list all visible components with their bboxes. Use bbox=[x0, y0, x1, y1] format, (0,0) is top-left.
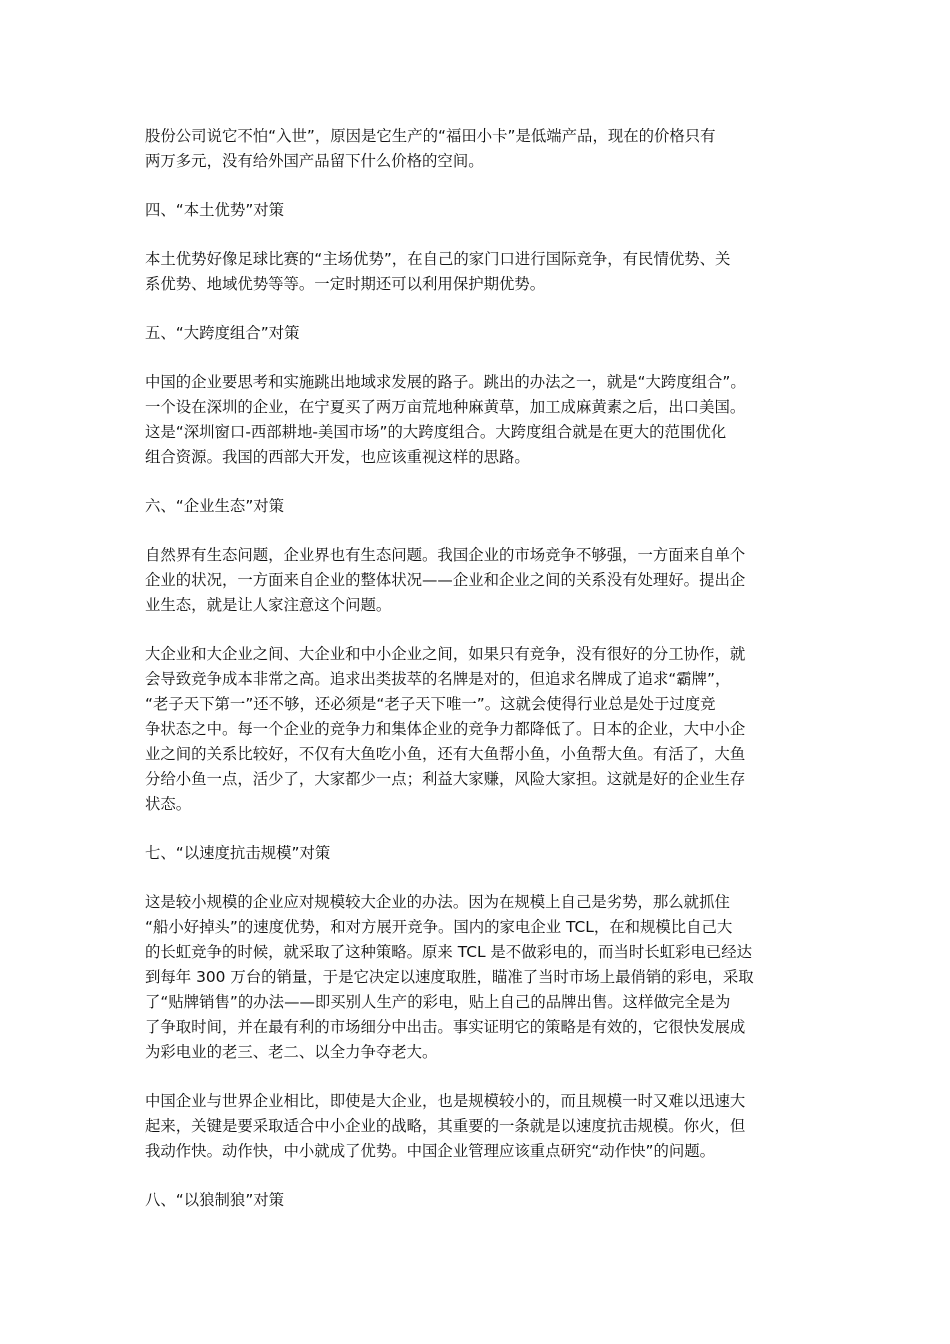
text-line: 分给小鱼一点，活少了，大家都少一点；利益大家赚，风险大家担。这就是好的企业生存 bbox=[145, 770, 746, 788]
text-line: 我动作快。动作快，中小就成了优势。中国企业管理应该重点研究“动作快”的问题。 bbox=[145, 1142, 716, 1160]
text-line: 这是较小规模的企业应对规模较大企业的办法。因为在规模上自己是劣势，那么就抓住 bbox=[145, 893, 730, 911]
text-line: 自然界有生态问题，企业界也有生态问题。我国企业的市场竞争不够强，一方面来自单个 bbox=[145, 546, 746, 564]
text-line: 中国的企业要思考和实施跳出地域求发展的路子。跳出的办法之一，就是“大跨度组合”。 bbox=[145, 373, 746, 391]
text-line: 两万多元，没有给外国产品留下什么价格的空间。 bbox=[145, 152, 484, 170]
text-line: 的长虹竞争的时候，就采取了这种策略。原来 TCL 是不做彩电的，而当时长虹彩电已经达 bbox=[145, 943, 753, 961]
section-heading: 八、“以狼制狼”对策 bbox=[145, 1191, 285, 1209]
text-line: 起来，关键是要采取适合中小企业的战略，其重要的一条就是以速度抗击规模。你火，但 bbox=[145, 1117, 746, 1135]
text-line: 股份公司说它不怕“入世”，原因是它生产的“福田小卡”是低端产品，现在的价格只有 bbox=[145, 127, 716, 145]
text-line: 为彩电业的老三、老二、以全力争夺老大。 bbox=[145, 1043, 438, 1061]
paragraph bbox=[145, 1089, 810, 1164]
text-line: 业之间的关系比较好，不仅有大鱼吃小鱼，还有大鱼帮小鱼，小鱼帮大鱼。有活了，大鱼 bbox=[145, 745, 746, 763]
text-line: 中国企业与世界企业相比，即使是大企业，也是规模较小的，而且规模一时又难以迅速大 bbox=[145, 1092, 746, 1110]
text-line: 争状态之中。每一个企业的竞争力和集体企业的竞争力都降低了。日本的企业，大中小企 bbox=[145, 720, 746, 738]
text-line: 企业的状况，一方面来自企业的整体状况——企业和企业之间的关系没有处理好。提出企 bbox=[145, 571, 746, 589]
text-line: 会导致竞争成本非常之高。追求出类拔萃的名牌是对的，但追求名牌成了追求“霸牌”， bbox=[145, 670, 731, 688]
text-line: “老子天下第一”还不够，还必须是“老子天下唯一”。这就会使得行业总是处于过度竞 bbox=[145, 695, 716, 713]
paragraph bbox=[145, 124, 810, 174]
text-line: 了争取时间，并在最有利的市场细分中出击。事实证明它的策略是有效的，它很快发展成 bbox=[145, 1018, 746, 1036]
text-line: “船小好掉头”的速度优势，和对方展开竞争。国内的家电企业 TCL，在和规模比自己大 bbox=[145, 918, 733, 936]
section-heading: 五、“大跨度组合”对策 bbox=[145, 324, 300, 342]
text-line: 本土优势好像足球比赛的“主场优势”，在自己的家门口进行国际竞争，有民情优势、关 bbox=[145, 250, 731, 268]
text-line: 一个设在深圳的企业，在宁夏买了两万亩荒地种麻黄草，加工成麻黄素之后，出口美国。 bbox=[145, 398, 746, 416]
paragraph bbox=[145, 370, 810, 470]
paragraph bbox=[145, 890, 810, 1065]
text-line: 了“贴牌销售”的办法——即买别人生产的彩电，贴上自己的品牌出售。这样做完全是为 bbox=[145, 993, 731, 1011]
text-line: 大企业和大企业之间、大企业和中小企业之间，如果只有竞争，没有很好的分工协作，就 bbox=[145, 645, 746, 663]
text-line: 业生态，就是让人家注意这个问题。 bbox=[145, 596, 392, 614]
paragraph bbox=[145, 247, 810, 297]
text-line: 组合资源。我国的西部大开发，也应该重视这样的思路。 bbox=[145, 448, 530, 466]
document-body bbox=[145, 124, 810, 1237]
text-line: 系优势、地域优势等等。一定时期还可以利用保护期优势。 bbox=[145, 275, 546, 293]
paragraph bbox=[145, 642, 810, 817]
paragraph bbox=[145, 543, 810, 618]
text-line: 状态。 bbox=[145, 795, 192, 813]
section-heading: 七、“以速度抗击规模”对策 bbox=[145, 844, 331, 862]
text-line: 这是“深圳窗口-西部耕地-美国市场”的大跨度组合。大跨度组合就是在更大的范围优化 bbox=[145, 423, 727, 441]
section-heading: 四、“本土优势”对策 bbox=[145, 201, 285, 219]
section-heading: 六、“企业生态”对策 bbox=[145, 497, 285, 515]
text-line: 到每年 300 万台的销量，于是它决定以速度取胜，瞄准了当时市场上最俏销的彩电，采取 bbox=[145, 968, 754, 986]
